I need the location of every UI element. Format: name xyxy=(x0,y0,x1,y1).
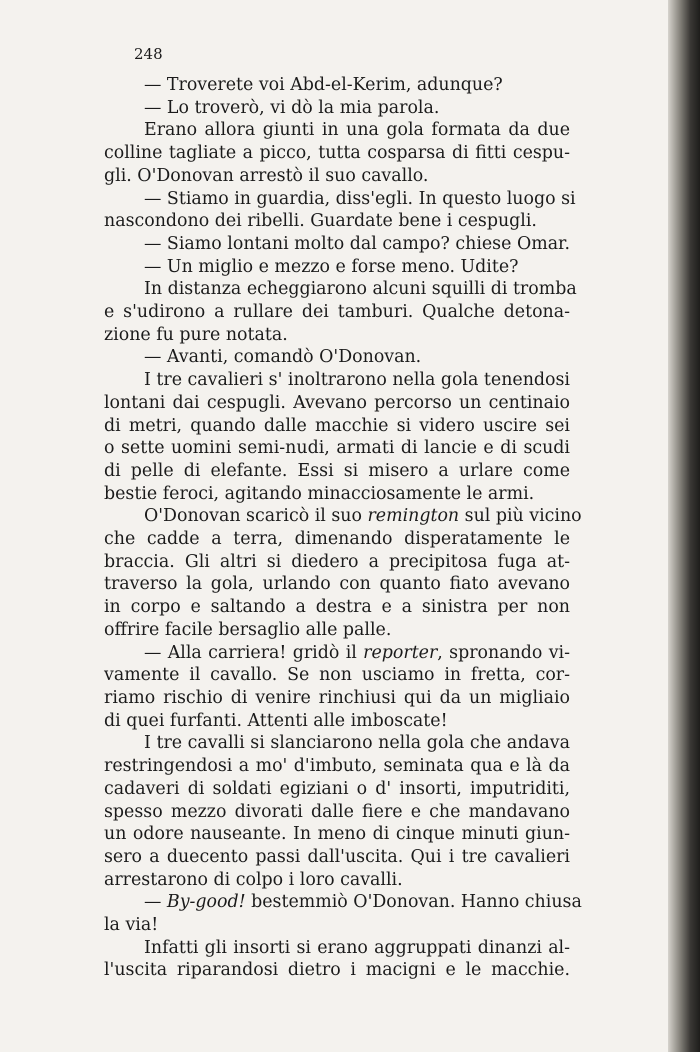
text-line: nascondono dei ribelli. Guardate bene i cespugli. xyxy=(104,211,537,232)
text-line: restringendosi a mo' d'imbuto, seminata qua e là da xyxy=(104,756,570,777)
text-line: di metri, quando dalle macchie si videro uscire sei xyxy=(104,415,570,436)
text-line: In distanza echeggiarono alcuni squilli di tromba xyxy=(144,279,577,300)
text-line: Infatti gli insorti si erano aggruppati dinanzi al- xyxy=(144,937,570,958)
text-line: — Siamo lontani molto dal campo? chiese Omar. xyxy=(144,233,570,254)
text-line: spesso mezzo divorati dalle fiere e che mandavano xyxy=(104,801,570,822)
text-line: — Avanti, comandò O'Donovan. xyxy=(144,347,422,368)
text-line: la via! xyxy=(104,915,159,936)
text-line: — Troverete voi Abd-el-Kerim, adunque? xyxy=(144,75,503,95)
page-text xyxy=(104,44,582,982)
text-line: — Alla carriera! gridò il reporter, spronando vi- xyxy=(144,642,570,663)
text-line: I tre cavalieri s' inoltrarono nella gola tenendosi xyxy=(144,370,570,391)
text-line: Erano allora giunti in una gola formata da due xyxy=(144,120,570,141)
book-binding-shadow xyxy=(668,0,700,1052)
text-line: colline tagliate a picco, tutta cosparsa di fitti cespu- xyxy=(104,143,570,164)
text-line: lontani dai cespugli. Avevano percorso un centinaio xyxy=(104,392,570,413)
text-line: un odore nauseante. In meno di cinque minuti giun- xyxy=(104,824,570,845)
text-lines xyxy=(104,74,582,982)
text-line: di pelle di elefante. Essi si misero a urlare come xyxy=(104,460,570,481)
text-line: sero a duecento passi dall'uscita. Qui i tre cavalieri xyxy=(104,846,570,867)
text-line: — Stiamo in guardia, diss'egli. In questo luogo si xyxy=(144,188,576,209)
text-line: traverso la gola, urlando con quanto fiato avevano xyxy=(104,574,570,595)
text-line: riamo rischio di venire rinchiusi qui da un migliaio xyxy=(104,687,570,708)
text-line: O'Donovan scaricò il suo remington sul più vicino xyxy=(144,506,582,527)
text-line: e s'udirono a rullare dei tamburi. Qualche detona- xyxy=(104,302,570,323)
text-line: arrestarono di colpo i loro cavalli. xyxy=(104,869,403,890)
page-number: 248 xyxy=(134,45,163,63)
text-line: cadaveri di soldati egiziani o d' insorti, imputriditi, xyxy=(104,778,570,799)
text-line: offrire facile bersaglio alle palle. xyxy=(104,619,392,640)
text-line: zione fu pure notata. xyxy=(104,324,288,345)
text-line: — By-good! bestemmiò O'Donovan. Hanno chiusa xyxy=(144,892,582,913)
text-line: I tre cavalli si slanciarono nella gola che andava xyxy=(144,733,570,754)
text-line: vamente il cavallo. Se non usciamo in fretta, cor- xyxy=(104,665,570,686)
text-line: l'uscita riparandosi dietro i macigni e le macchie. xyxy=(104,960,570,981)
text-line: di quei furfanti. Attenti alle imboscate! xyxy=(104,710,448,731)
text-line: in corpo e saltando a destra e a sinistra per non xyxy=(104,597,570,618)
text-line: — Lo troverò, vi dò la mia parola. xyxy=(144,97,440,118)
text-line: braccia. Gli altri si diedero a precipitosa fuga at- xyxy=(104,551,570,572)
text-line: bestie feroci, agitando minacciosamente le armi. xyxy=(104,483,535,504)
text-line: che cadde a terra, dimenando disperatamente le xyxy=(104,529,570,550)
text-line: gli. O'Donovan arrestò il suo cavallo. xyxy=(104,165,429,186)
text-line: — Un miglio e mezzo e forse meno. Udite? xyxy=(144,256,519,277)
text-line: o sette uomini semi-nudi, armati di lancie e di scudi xyxy=(104,438,570,459)
